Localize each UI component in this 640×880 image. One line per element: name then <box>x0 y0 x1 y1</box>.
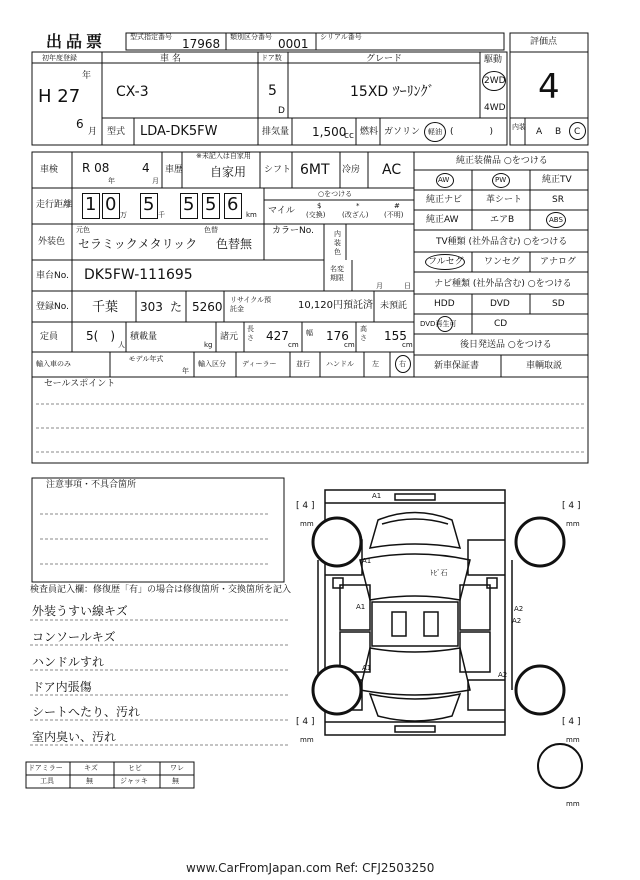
category-label: 類別区分番号 <box>230 33 272 41</box>
inspector-label: 検査員記入欄：修復歴「有」の場合は修復箇所・交換箇所を記入 <box>30 585 292 595</box>
mileage-digit: 5 <box>183 194 195 215</box>
width-unit: cm <box>344 341 355 349</box>
equip-manual: 車輌取説 <box>526 361 563 371</box>
tire-rr-unit: mm <box>566 736 580 744</box>
car-name-label: 車 名 <box>160 54 181 64</box>
dealer-label: ディーラー <box>242 360 277 368</box>
repaint-label: 色替 <box>204 226 218 234</box>
interior-color-label: 内装色 <box>334 230 341 256</box>
equip-cd: CD <box>494 319 508 329</box>
tire-rr-value: [ 4 ] <box>562 717 581 727</box>
equip-aw: AW <box>438 176 450 184</box>
inspection-value: R 08 <box>82 161 110 175</box>
spare-unit: mm <box>566 800 580 808</box>
mileage-digit: 0 <box>105 194 117 215</box>
equip-airbag: エアB <box>490 215 515 225</box>
length-label: 長さ <box>247 325 254 342</box>
recycle-label: リサイクル預託金 <box>230 296 272 313</box>
history-value: 自家用 <box>210 165 247 179</box>
height-unit: cm <box>402 341 413 349</box>
drive-4wd: 4WD <box>484 103 506 113</box>
docs-title: 後日発送品 ○をつける <box>460 340 552 350</box>
legend-v-3: 無 <box>172 777 179 785</box>
mileage-mile: マイル <box>268 206 295 216</box>
inspection-label: 車検 <box>40 165 59 175</box>
drive-2wd: 2WD <box>484 76 506 86</box>
equip-genuine-aw: 純正AW <box>426 215 459 225</box>
notes-label: 注意事項・不具合箇所 <box>46 480 137 490</box>
equip-warranty: 新車保証書 <box>434 361 480 371</box>
width-label: 幅 <box>306 329 313 337</box>
name-change-label: 名変期限 <box>330 265 344 282</box>
tire-fr-value: [ 4 ] <box>562 501 581 511</box>
mileage-exchange-sym: $ <box>317 202 322 210</box>
legend-h-2: ヒビ <box>128 764 142 772</box>
inspector-line-1: 外装うすい線キズ <box>32 604 128 618</box>
damage-mark-right-door: A2 <box>514 605 524 613</box>
damage-mark-left-rear: A1 <box>362 664 372 672</box>
equip-pw: PW <box>495 176 507 184</box>
interior-label: 内装 <box>512 123 526 131</box>
fuel-other: ( ) <box>450 127 494 137</box>
fuel-label: 燃料 <box>360 127 379 137</box>
ac-value: AC <box>382 162 402 178</box>
equip-sd: SD <box>552 299 565 309</box>
legend-v-0: 工具 <box>40 777 54 785</box>
displacement-value: 1,500 <box>312 125 347 139</box>
height-value: 155 <box>384 329 407 343</box>
reg-kana: た <box>170 300 183 314</box>
fuel-diesel: 軽油 <box>428 128 442 136</box>
shift-value: 6MT <box>300 162 330 178</box>
recycle-pending: 未預託 <box>380 301 408 311</box>
sen-unit: 千 <box>158 211 165 219</box>
category-value: 0001 <box>278 37 309 51</box>
height-label: 高さ <box>360 325 367 342</box>
tv-type-title: TV種類 (社外品含む) ○をつける <box>436 237 568 247</box>
color-no-label: カラーNo. <box>272 226 314 236</box>
model-value: LDA-DK5FW <box>140 124 218 139</box>
mileage-unknown-sym: # <box>394 202 400 210</box>
history-note: ※未記入は自家用 <box>196 152 251 160</box>
mileage-digit: 1 <box>85 194 97 215</box>
interior-b: B <box>555 127 562 137</box>
year-unit: 年 <box>82 71 92 81</box>
model-label: 型式 <box>107 127 126 137</box>
sales-label: セールスポイント <box>44 379 116 389</box>
tire-rl-value: [ 4 ] <box>296 717 315 727</box>
left-label: 左 <box>372 360 379 368</box>
interior-c: C <box>574 127 581 137</box>
spare-tire <box>538 744 582 788</box>
man-unit: 万 <box>120 211 127 219</box>
fuel-gasoline: ガソリン <box>384 127 421 137</box>
inspector-line-4: ドア内張傷 <box>32 680 92 694</box>
equip-sr: SR <box>552 195 564 205</box>
damage-mark-right-rear: A2 <box>498 671 508 679</box>
genuine-title: 純正装備品 ○をつける <box>456 156 548 166</box>
width-value: 176 <box>326 329 349 343</box>
repaint-value: 色替無 <box>216 237 253 251</box>
score-label: 評価点 <box>530 37 558 47</box>
load-label: 積載量 <box>130 332 158 342</box>
first-reg-label: 初年度登録 <box>42 54 77 62</box>
name-change-day-unit: 日 <box>404 282 411 290</box>
import-class-label: 輸入区分 <box>198 360 226 368</box>
length-unit: cm <box>288 341 299 349</box>
mileage-altered-sym: * <box>356 202 360 210</box>
mileage-digit: 5 <box>143 194 155 215</box>
tire-fl-value: [ 4 ] <box>296 501 315 511</box>
equip-dvd: DVD <box>490 299 510 309</box>
inspector-line-2: コンソールキズ <box>32 630 116 644</box>
shift-label: シフト <box>264 165 292 175</box>
recycle-value: 10,120円預託済 <box>298 300 373 311</box>
inspection-month-unit: 月 <box>152 177 159 185</box>
chassis-value: DK5FW-111695 <box>84 267 193 283</box>
doors-label: ドア数 <box>261 54 282 62</box>
mileage-altered: (改ざん) <box>342 211 369 219</box>
inspector-line-5: シートへたり、汚れ <box>32 705 141 719</box>
interior-a: A <box>536 127 543 137</box>
inspector-line-6: 室内臭い、汚れ <box>32 730 117 744</box>
equip-leather: 革シート <box>486 195 523 205</box>
equip-fullseg: フルセグ <box>428 257 464 267</box>
mileage-label: 走行距離 <box>36 200 73 210</box>
mileage-unknown: (不明) <box>384 211 404 219</box>
capacity-label: 定員 <box>40 332 59 342</box>
legend-v-2: ジャッキ <box>120 777 148 785</box>
navi-type-title: ナビ種類 (社外品含む) ○をつける <box>434 279 572 289</box>
capacity-value: 5( ) <box>86 329 115 343</box>
capacity-unit: 人 <box>118 341 125 349</box>
damage-mark-right-door-2: A2 <box>512 617 522 625</box>
legend-v-1: 無 <box>86 777 93 785</box>
ac-label: 冷房 <box>342 165 361 175</box>
month-unit: 月 <box>88 127 98 137</box>
drive-label: 駆動 <box>484 55 503 65</box>
tire-fl-unit: mm <box>300 520 314 528</box>
grade-label: グレード <box>366 54 403 64</box>
history-label: 車歴 <box>165 165 184 175</box>
km-unit: km <box>246 211 257 219</box>
equip-analog: アナログ <box>540 257 577 267</box>
kg-unit: kg <box>204 341 213 349</box>
length-value: 427 <box>266 329 289 343</box>
legend-h-1: キズ <box>84 764 98 772</box>
equip-oneseg: ワンセグ <box>484 257 521 267</box>
score-value: 4 <box>538 67 560 107</box>
mileage-digit: 5 <box>205 194 217 215</box>
parallel-label: 並行 <box>296 360 310 368</box>
equip-hdd: HDD <box>434 299 455 309</box>
inspection-year-unit: 年 <box>108 177 115 185</box>
legend-h-3: ワレ <box>170 764 184 772</box>
mileage-note: ○をつける <box>318 190 353 198</box>
right-label: 右 <box>399 360 406 368</box>
reg-num: 5260 <box>192 300 223 314</box>
handle-label: ハンドル <box>326 360 354 368</box>
reg-class: 303 <box>140 300 163 314</box>
serial-label: シリアル番号 <box>320 33 362 41</box>
equip-navi: 純正ナビ <box>426 195 463 205</box>
damage-mark-left-front: A1 <box>362 557 372 565</box>
dims-label: 諸元 <box>220 332 239 342</box>
legend-h-0: ドアミラー <box>28 764 63 772</box>
first-reg-year: H 27 <box>38 86 81 107</box>
watermark: www.CarFromJapan.com Ref: CFJ2503250 <box>186 861 435 875</box>
model-no-label: 型式指定番号 <box>130 33 172 41</box>
mileage-digit: 6 <box>227 194 239 215</box>
car-name-value: CX-3 <box>116 84 149 100</box>
doors-value: 5 <box>268 83 277 99</box>
original-color-value: セラミックメタリック <box>78 237 198 251</box>
equip-tv: 純正TV <box>542 175 572 185</box>
damage-mark-left-door: A1 <box>356 603 366 611</box>
reg-no-label: 登録No. <box>36 302 69 312</box>
grade-value: 15XD ﾂｰﾘﾝｸﾞ <box>350 84 435 100</box>
chassis-label: 車台No. <box>36 271 69 281</box>
name-change-month-unit: 月 <box>376 282 383 290</box>
doors-suffix: D <box>278 106 285 116</box>
import-label: 輸入車のみ <box>36 360 71 368</box>
reg-pref: 千葉 <box>92 300 119 315</box>
displacement-unit: cc <box>344 131 354 141</box>
tire-fr-unit: mm <box>566 520 580 528</box>
equip-dvd-play: DVD再生可 <box>420 320 457 328</box>
windshield-note: ﾄﾋﾞ石 <box>430 569 448 577</box>
model-year-unit: 年 <box>182 367 189 375</box>
first-reg-month: 6 <box>76 117 84 131</box>
model-year-label: モデル年式 <box>128 355 164 363</box>
damage-mark-front: A1 <box>372 492 382 500</box>
inspection-month: 4 <box>142 161 150 175</box>
model-no-value: 17968 <box>182 37 221 51</box>
original-color-label: 元色 <box>76 226 90 234</box>
mileage-exchange: (交換) <box>306 211 326 219</box>
equip-abs: ABS <box>549 216 563 224</box>
tire-rl-unit: mm <box>300 736 314 744</box>
inspector-line-3: ハンドルすれ <box>32 655 105 669</box>
exterior-color-label: 外装色 <box>38 237 66 247</box>
form-title: 出品票 <box>46 32 107 51</box>
displacement-label: 排気量 <box>262 127 290 137</box>
